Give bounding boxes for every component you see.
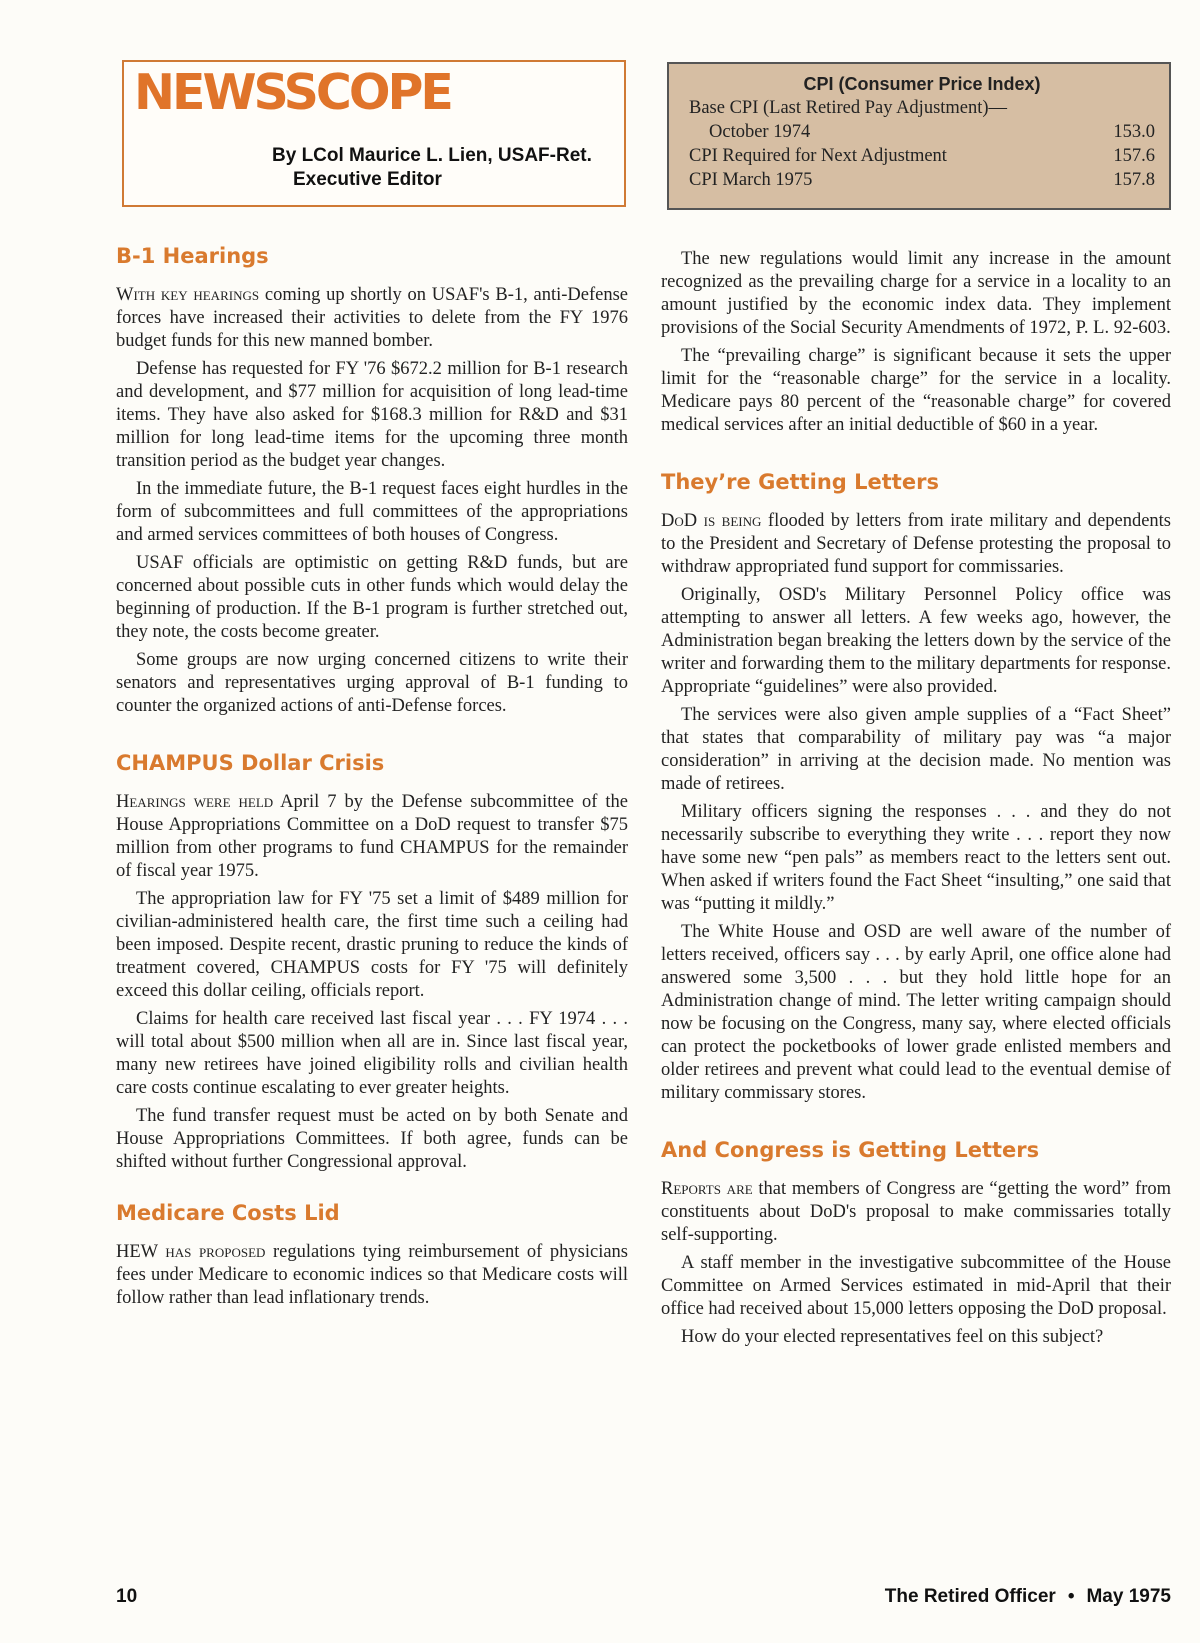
cpi-march-label: CPI March 1975: [689, 170, 813, 190]
cpi-required-row: [689, 144, 1155, 168]
cpi-base-value: 153.0: [1113, 122, 1155, 142]
b1-text: coming up shortly on USAF's B-1, anti-Defense forces have increased their activities to delete from the FY 1976 budget funds for this new manned bomber.: [116, 285, 629, 351]
letters-paragraph: Originally, OSD's Military Personnel Policy office was attempting to answer all letters. A few weeks ago, however, the Administration began breaking the letters down by the service of the writer and forwarding them to the military departments for response. Appropriate “guidelines” were also provided.: [661, 585, 1171, 697]
letters-lead: DoD is being: [661, 511, 762, 531]
left-column: [116, 242, 628, 1315]
champus-paragraph: The appropriation law for FY '75 set a limit of $489 million for civilian-administered health care, the first time such a ceiling had been imposed. Despite recent, drastic pruning to reduce the kinds of treatment covered, CHAMPUS costs for FY '75 will definitely exceed this dollar ceiling, officials report.: [116, 889, 628, 1001]
byline-author: By LCol Maurice L. Lien, USAF-Ret.: [272, 145, 592, 166]
letters-heading: They’re Getting Letters: [661, 470, 939, 494]
cpi-base-label: Base CPI (Last Retired Pay Adjustment)—: [689, 98, 1008, 118]
congress-paragraph: A staff member in the investigative subcommittee of the House Committee on Armed Services estimated in mid-April that their office had received about 15,000 letters opposing the DoD proposal.: [661, 1253, 1171, 1319]
b1-paragraph: Defense has requested for FY '76 $672.2 million for B-1 research and development, and $77 million for acquisition of long lead-time items. They have also asked for $168.3 million for R&D and $31 million for long lead-time items for the upcoming three month transition period as the budget year changes.: [116, 359, 628, 471]
right-column: [661, 248, 1171, 1354]
newsscope-logo: NEWSSCOPE: [134, 64, 451, 121]
byline-title: Executive Editor: [293, 169, 442, 190]
champus-text: April 7 by the Defense subcommittee of the House Appropriations Committee on a DoD request to transfer $75 million from other programs to fund CHAMPUS for the remainder of fiscal year 1975.: [116, 792, 628, 881]
page-number: 10: [116, 1586, 138, 1607]
publication-footer: [885, 1586, 1171, 1608]
b1-paragraph: In the immediate future, the B-1 request faces eight hurdles in the form of subcommittees and full committees of the appropriations and armed services committees of both houses of Congress.: [116, 479, 628, 545]
champus-paragraph: [116, 791, 628, 883]
issue-date: May 1975: [1086, 1586, 1171, 1607]
letters-paragraph: [661, 510, 1171, 579]
byline: [272, 144, 592, 192]
cpi-march-row: [689, 168, 1155, 192]
cpi-required-value: 157.6: [1113, 146, 1155, 166]
bullet-icon: •: [1067, 1586, 1075, 1607]
congress-lead: Reports are: [661, 1179, 753, 1199]
letters-text: flooded by letters from irate military and dependents to the President and Secretary of Defense protesting the proposal to withdraw appropriated fund support for commissaries.: [661, 511, 1171, 577]
congress-paragraph: How do your elected representatives feel on this subject?: [681, 1327, 1104, 1347]
b1-paragraph: Some groups are now urging concerned citizens to write their senators and representatives urging approval of B-1 funding to counter the organized actions of anti-Defense forces.: [116, 650, 628, 716]
congress-paragraph: [661, 1178, 1171, 1247]
b1-paragraph: USAF officials are optimistic on getting R&D funds, but are concerned about possible cuts in other funds which would delay the beginning of production. If the B-1 program is further stretched out, they note, the costs become greater.: [116, 553, 628, 642]
congress-text: that members of Congress are “getting the word” from constituents about DoD's proposal to make commissaries totally self-supporting.: [661, 1179, 1171, 1245]
medicare-paragraph: [116, 1241, 628, 1310]
b1-heading: B-1 Hearings: [116, 244, 269, 268]
cpi-march-value: 157.8: [1113, 170, 1155, 190]
letters-paragraph: The services were also given ample supplies of a “Fact Sheet” that states that comparability of military pay was “a major consideration” in arriving at the decision made. No mention was made of retirees.: [661, 705, 1171, 794]
cpi-base-row: [689, 120, 1155, 144]
medicare-paragraph: The “prevailing charge” is significant because it sets the upper limit for the “reasonable charge” for the service in a locality. Medicare pays 80 percent of the “reasonable charge” for covered medical services after an initial deductible of $60 in a year.: [661, 346, 1171, 435]
masthead: [122, 60, 626, 207]
medicare-lead: HEW has proposed: [116, 1242, 266, 1262]
letters-paragraph: The White House and OSD are well aware of the number of letters received, officers say . . . by early April, one office alone had answered some 3,500 . . . but they hold little hope for an Administration change of mind. The letter writing campaign should now be focusing on the Congress, many say, where elected officials can protect the pocketbooks of lower grade enlisted members and older retirees and prevent what could lead to the eventual demise of military commissary stores.: [661, 922, 1171, 1103]
cpi-box: [667, 62, 1171, 210]
cpi-base-date: October 1974: [709, 122, 811, 142]
medicare-paragraph: The new regulations would limit any increase in the amount recognized as the prevailing charge for a service in a locality to an amount justified by the economic index data. They implement provisions of the Social Security Amendments of 1972, P. L. 92-603.: [661, 249, 1171, 338]
cpi-required-label: CPI Required for Next Adjustment: [689, 146, 947, 166]
champus-paragraph: Claims for health care received last fiscal year . . . FY 1974 . . . will total about $500 million when all are in. Since last fiscal year, many new retirees have joined eligibility rolls and civilian health care costs continue escalating to ever greater heights.: [116, 1009, 628, 1098]
cpi-title: CPI (Consumer Price Index): [803, 74, 1041, 94]
congress-heading: And Congress is Getting Letters: [661, 1138, 1040, 1162]
champus-paragraph: The fund transfer request must be acted on by both Senate and House Appropriations Committees. If both agree, funds can be shifted without further Congressional approval.: [116, 1106, 628, 1172]
medicare-heading: Medicare Costs Lid: [116, 1201, 340, 1225]
b1-lead: With key hearings: [116, 285, 260, 305]
letters-paragraph: Military officers signing the responses . . . and they do not necessarily subscribe to everything they write . . . report they now have some new “pen pals” as members react to the letters sent out. When asked if writers found the Fact Sheet “insulting,” one said that was “putting it mildly.”: [661, 802, 1171, 914]
publication-name: The Retired Officer: [884, 1586, 1056, 1607]
medicare-text: regulations tying reimbursement of physicians fees under Medicare to economic indices so that Medicare costs will follow rather than lead inflationary trends.: [116, 1242, 628, 1308]
champus-lead: Hearings were held: [116, 792, 274, 812]
champus-heading: CHAMPUS Dollar Crisis: [116, 751, 385, 775]
b1-paragraph: [116, 284, 628, 353]
